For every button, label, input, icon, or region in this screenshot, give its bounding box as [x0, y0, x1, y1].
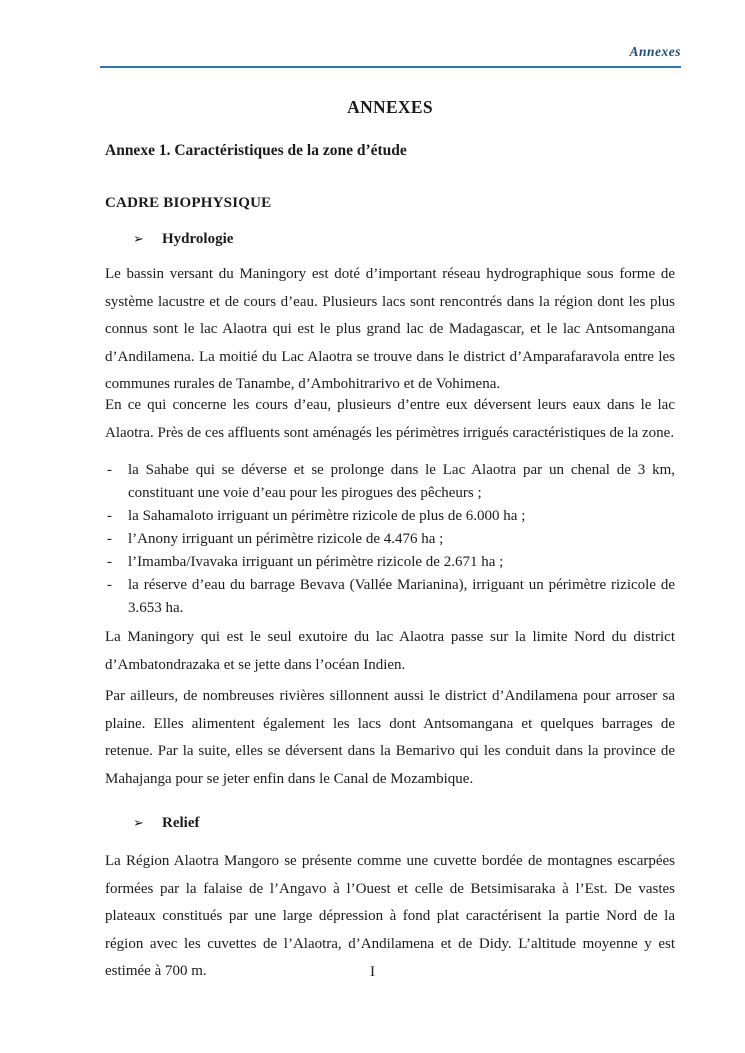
arrow-bullet-icon: ➢ — [133, 815, 144, 830]
running-title: Annexes — [629, 44, 681, 59]
dash-bullet: - — [107, 531, 112, 547]
dash-bullet: - — [107, 462, 112, 478]
main-title: ANNEXES — [347, 97, 433, 117]
paragraph-andilamena: Par ailleurs, de nombreuses rivières sillonnent aussi le district d’Andilamena pour arroser sa plaine. Elles alimentent également les lacs dont Antsomangana et quelques barrages de retenue. Par la suite, elles se déversent dans la Bemarivo qui les conduit dans la province de Mahajanga pour se jeter enfin dans le Canal de Mozambique. — [105, 688, 675, 787]
arrow-bullet-icon: ➢ — [133, 231, 144, 246]
list-item-text: la Sahamaloto irriguant un périmètre rizicole de plus de 6.000 ha ; — [128, 508, 526, 524]
list-item — [105, 551, 675, 574]
section-heading-cadre-biophysique: CADRE BIOPHYSIQUE — [105, 195, 272, 211]
list-item-text: la réserve d’eau du barrage Bevava (Vallée Marianina), irriguant un périmètre rizicole de 3.653 ha. — [128, 577, 675, 616]
paragraph-hydrologie-2: En ce qui concerne les cours d’eau, plusieurs d’entre eux déversent leurs eaux dans le lac Alaotra. Près de ces affluents sont aménagés les périmètres irrigués caractéristiques de la zone. — [105, 397, 675, 441]
subsection-label: Hydrologie — [162, 231, 234, 247]
annex-title: Annexe 1. Caractéristiques de la zone d’étude — [105, 142, 407, 159]
paragraph-hydrologie-1: Le bassin versant du Maningory est doté d’important réseau hydrographique sous forme de système lacustre et de cours d’eau. Plusieurs lacs sont rencontrés dans la région dont les plus connus sont le lac Alaotra qui est le plus grand lac de Madagascar, et le lac Antsomangana d’Andilamena. La moitié du Lac Alaotra se trouve dans le district d’Amparafaravola entre les communes rurales de Tanambe, d’Ambohitrarivo et de Vohimena. — [105, 266, 675, 392]
affluents-list — [105, 459, 675, 620]
paragraph-relief: La Région Alaotra Mangoro se présente comme une cuvette bordée de montagnes escarpées formées par la falaise de l’Angavo à l’Ouest et celle de Betsimisaraka à l’Est. De vastes plateaux constitués par une large dépression à fond plat caractérisent la partie Nord de la région avec les cuvettes de l’Alaotra, d’Andilamena et de Didy. L’altitude moyenne y est estimée à 700 m. — [105, 853, 675, 979]
list-item-text: l’Anony irriguant un périmètre rizicole de 4.476 ha ; — [128, 531, 444, 547]
list-item-text: l’Imamba/Ivavaka irriguant un périmètre rizicole de 2.671 ha ; — [128, 554, 504, 570]
dash-bullet: - — [107, 508, 112, 524]
list-item — [105, 459, 675, 505]
page-number: I — [370, 964, 375, 980]
list-item — [105, 574, 675, 620]
paragraph-maningory: La Maningory qui est le seul exutoire du lac Alaotra passe sur la limite Nord du district d’Ambatondrazaka et se jette dans l’océan Indien. — [105, 629, 675, 673]
dash-bullet: - — [107, 554, 112, 570]
list-item — [105, 505, 675, 528]
subsection-label: Relief — [162, 815, 200, 831]
page-header — [100, 44, 681, 68]
subsection-heading-hydrologie — [105, 229, 703, 249]
list-item — [105, 528, 675, 551]
subsection-heading-relief — [105, 813, 703, 833]
dash-bullet: - — [107, 577, 112, 593]
list-item-text: la Sahabe qui se déverse et se prolonge dans le Lac Alaotra par un chenal de 3 km, constituant une voie d’eau pour les pirogues des pêcheurs ; — [128, 462, 675, 501]
